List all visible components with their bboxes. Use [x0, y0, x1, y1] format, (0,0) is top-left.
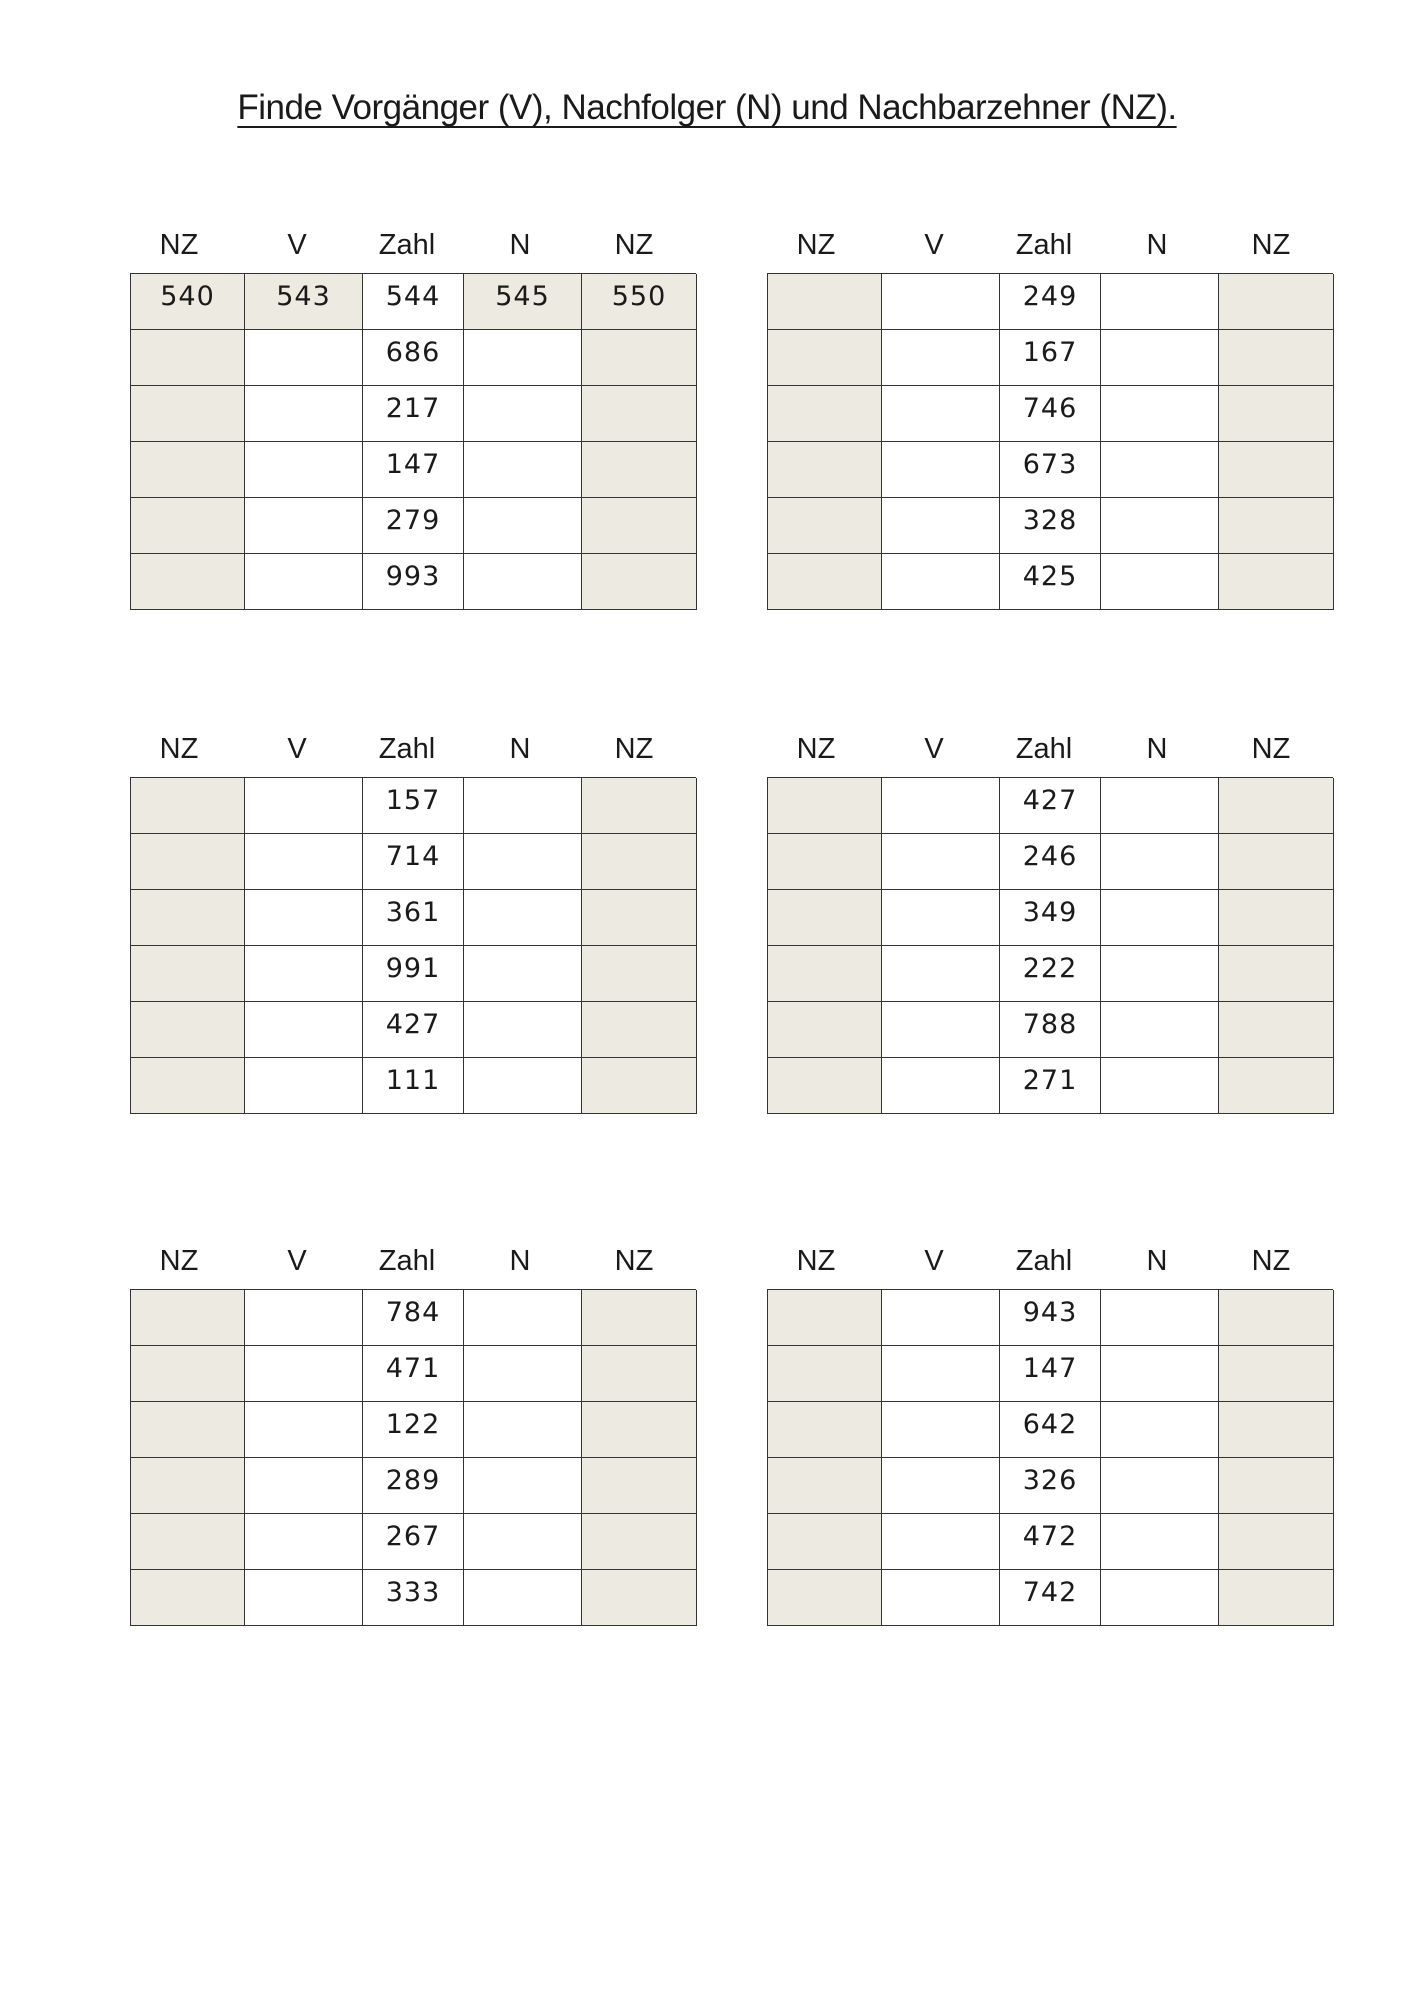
given-number-cell: 279: [363, 498, 464, 554]
given-number-cell: 122: [363, 1402, 464, 1458]
answer-cell-n[interactable]: [464, 1458, 582, 1514]
table-grid: [130, 273, 696, 610]
given-number-cell: 222: [1000, 946, 1101, 1002]
answer-cell-n[interactable]: [464, 1402, 582, 1458]
given-number-cell: 333: [363, 1570, 464, 1626]
answer-cell-v[interactable]: [882, 778, 1000, 834]
answer-cell-v[interactable]: [245, 498, 363, 554]
column-header-nz-right: NZ: [614, 1245, 654, 1277]
answer-cell-n[interactable]: [1101, 274, 1219, 330]
given-number-cell: 271: [1000, 1058, 1101, 1114]
answer-cell-n[interactable]: [464, 1346, 582, 1402]
column-header-n: N: [509, 229, 531, 261]
answer-cell-v[interactable]: [882, 1002, 1000, 1058]
column-header-zahl: Zahl: [1015, 229, 1073, 261]
answer-cell-nz-left[interactable]: [768, 274, 882, 330]
answer-cell-v[interactable]: [245, 386, 363, 442]
answer-cell-nz-right[interactable]: [582, 386, 697, 442]
given-number-cell: 427: [1000, 778, 1101, 834]
answer-cell-n[interactable]: [464, 1290, 582, 1346]
column-header-nz-left: NZ: [796, 1245, 836, 1277]
answer-cell-v[interactable]: [882, 1514, 1000, 1570]
answer-cell-n[interactable]: [1101, 1514, 1219, 1570]
given-number-cell: 471: [363, 1346, 464, 1402]
answer-cell-n[interactable]: [464, 386, 582, 442]
answer-cell-nz-left[interactable]: [768, 1402, 882, 1458]
table-header: [130, 723, 696, 777]
given-number-cell: 289: [363, 1458, 464, 1514]
answer-cell-nz-left[interactable]: [768, 1570, 882, 1626]
table-grid: [130, 1289, 696, 1626]
table-grid: [130, 777, 696, 1114]
answer-cell-nz-right[interactable]: [582, 1058, 697, 1114]
answer-cell-v[interactable]: [245, 1058, 363, 1114]
column-header-nz-right: NZ: [614, 733, 654, 765]
answer-cell-nz-right[interactable]: [1219, 1346, 1334, 1402]
given-number-cell: 673: [1000, 442, 1101, 498]
answer-cell-nz-right[interactable]: [582, 890, 697, 946]
answer-cell-n[interactable]: [464, 554, 582, 610]
table-grid: [767, 273, 1333, 610]
column-header-v: V: [924, 1245, 944, 1277]
given-number-cell: 425: [1000, 554, 1101, 610]
number-table: [130, 219, 696, 610]
answer-cell-nz-left[interactable]: [131, 1570, 245, 1626]
answer-cell-n[interactable]: [1101, 1570, 1219, 1626]
column-header-nz-right: NZ: [614, 229, 654, 261]
number-table: [767, 1235, 1333, 1626]
answer-cell-n[interactable]: [1101, 386, 1219, 442]
column-header-n: N: [1146, 1245, 1168, 1277]
column-header-zahl: Zahl: [1015, 1245, 1073, 1277]
answer-cell-n[interactable]: [1101, 1458, 1219, 1514]
column-header-nz-right: NZ: [1251, 229, 1291, 261]
given-number-cell: 361: [363, 890, 464, 946]
answer-cell-nz-left[interactable]: [131, 1058, 245, 1114]
answer-cell-n[interactable]: [1101, 834, 1219, 890]
answer-cell-nz-left[interactable]: [768, 778, 882, 834]
number-table: [130, 1235, 696, 1626]
column-header-v: V: [924, 229, 944, 261]
answer-cell-n[interactable]: [464, 1058, 582, 1114]
answer-cell-nz-left[interactable]: [768, 946, 882, 1002]
answer-cell-v[interactable]: [245, 1570, 363, 1626]
answer-cell-nz-left[interactable]: [131, 1002, 245, 1058]
given-number-cell: 147: [1000, 1346, 1101, 1402]
answer-cell-n[interactable]: [464, 778, 582, 834]
given-number-cell: 157: [363, 778, 464, 834]
answer-cell-v[interactable]: [882, 330, 1000, 386]
column-header-zahl: Zahl: [378, 1245, 436, 1277]
column-header-v: V: [287, 229, 307, 261]
answer-cell-nz-right[interactable]: [582, 778, 697, 834]
table-header: [767, 723, 1333, 777]
given-number-cell: 742: [1000, 1570, 1101, 1626]
answer-cell-n[interactable]: [464, 834, 582, 890]
answer-cell-nz-right[interactable]: [1219, 1402, 1334, 1458]
answer-cell-nz-left[interactable]: [768, 1002, 882, 1058]
table-header: [767, 1235, 1333, 1289]
given-number-cell: 427: [363, 1002, 464, 1058]
answer-cell-nz-left[interactable]: [131, 834, 245, 890]
answer-cell-v[interactable]: [245, 1002, 363, 1058]
column-header-nz-left: NZ: [796, 229, 836, 261]
answer-cell-nz-right[interactable]: [582, 1514, 697, 1570]
answer-cell-nz-right[interactable]: [582, 554, 697, 610]
given-number-cell: 267: [363, 1514, 464, 1570]
answer-cell-n[interactable]: [464, 946, 582, 1002]
answer-cell-v[interactable]: [882, 1346, 1000, 1402]
answer-cell-v[interactable]: [245, 554, 363, 610]
column-header-nz-left: NZ: [159, 733, 199, 765]
answer-cell-v[interactable]: [882, 946, 1000, 1002]
answer-cell-n[interactable]: [1101, 330, 1219, 386]
table-header: [130, 1235, 696, 1289]
answer-cell-n[interactable]: [1101, 498, 1219, 554]
answer-cell-v[interactable]: [245, 1402, 363, 1458]
column-header-n: N: [509, 1245, 531, 1277]
answer-cell-n[interactable]: [464, 330, 582, 386]
answer-cell-v[interactable]: [245, 946, 363, 1002]
given-number-cell: 328: [1000, 498, 1101, 554]
column-header-zahl: Zahl: [378, 733, 436, 765]
answer-cell-n[interactable]: 545: [464, 274, 582, 330]
given-number-cell: 746: [1000, 386, 1101, 442]
given-number-cell: 991: [363, 946, 464, 1002]
answer-cell-nz-right[interactable]: [1219, 442, 1334, 498]
answer-cell-nz-right[interactable]: [1219, 946, 1334, 1002]
given-number-cell: 788: [1000, 1002, 1101, 1058]
answer-cell-n[interactable]: [1101, 1290, 1219, 1346]
answer-cell-nz-left[interactable]: [768, 834, 882, 890]
answer-cell-v[interactable]: [245, 890, 363, 946]
answer-cell-nz-right[interactable]: [582, 1290, 697, 1346]
number-table: [767, 723, 1333, 1114]
table-header: [767, 219, 1333, 273]
column-header-v: V: [287, 1245, 307, 1277]
answer-cell-nz-left[interactable]: [768, 330, 882, 386]
column-header-v: V: [924, 733, 944, 765]
answer-cell-n[interactable]: [1101, 890, 1219, 946]
column-header-nz-right: NZ: [1251, 1245, 1291, 1277]
answer-cell-nz-right[interactable]: [1219, 330, 1334, 386]
answer-cell-nz-left[interactable]: [131, 890, 245, 946]
column-header-nz-left: NZ: [796, 733, 836, 765]
answer-cell-nz-right[interactable]: [582, 1570, 697, 1626]
answer-cell-nz-right[interactable]: [1219, 890, 1334, 946]
answer-cell-n[interactable]: [464, 442, 582, 498]
answer-cell-nz-left[interactable]: [768, 498, 882, 554]
answer-cell-v[interactable]: [882, 890, 1000, 946]
answer-cell-nz-right[interactable]: [1219, 386, 1334, 442]
given-number-cell: 167: [1000, 330, 1101, 386]
answer-cell-nz-right[interactable]: [582, 498, 697, 554]
column-header-zahl: Zahl: [1015, 733, 1073, 765]
answer-cell-v[interactable]: [245, 778, 363, 834]
answer-cell-n[interactable]: [464, 1002, 582, 1058]
table-grid: [767, 777, 1333, 1114]
answer-cell-v[interactable]: [245, 442, 363, 498]
answer-cell-nz-left[interactable]: [131, 1458, 245, 1514]
number-table: [767, 219, 1333, 610]
answer-cell-v[interactable]: 543: [245, 274, 363, 330]
answer-cell-v[interactable]: [245, 1458, 363, 1514]
answer-cell-nz-left[interactable]: [131, 498, 245, 554]
answer-cell-nz-left[interactable]: [768, 1058, 882, 1114]
answer-cell-nz-right[interactable]: [1219, 1570, 1334, 1626]
answer-cell-nz-left[interactable]: [131, 1346, 245, 1402]
answer-cell-nz-left[interactable]: 540: [131, 274, 245, 330]
number-table: [130, 723, 696, 1114]
answer-cell-nz-left[interactable]: [131, 554, 245, 610]
answer-cell-v[interactable]: [882, 498, 1000, 554]
given-number-cell: 246: [1000, 834, 1101, 890]
answer-cell-n[interactable]: [1101, 554, 1219, 610]
answer-cell-v[interactable]: [882, 834, 1000, 890]
given-number-cell: 472: [1000, 1514, 1101, 1570]
answer-cell-nz-left[interactable]: [768, 890, 882, 946]
answer-cell-nz-right[interactable]: [1219, 1290, 1334, 1346]
column-header-nz-right: NZ: [1251, 733, 1291, 765]
column-header-n: N: [1146, 229, 1168, 261]
answer-cell-v[interactable]: [882, 554, 1000, 610]
answer-cell-v[interactable]: [882, 1458, 1000, 1514]
answer-cell-v[interactable]: [245, 330, 363, 386]
answer-cell-nz-left[interactable]: [768, 386, 882, 442]
answer-cell-nz-right[interactable]: [1219, 554, 1334, 610]
worksheet-title: [0, 88, 1414, 128]
answer-cell-n[interactable]: [464, 890, 582, 946]
answer-cell-n[interactable]: [1101, 1402, 1219, 1458]
answer-cell-v[interactable]: [245, 1290, 363, 1346]
answer-cell-v[interactable]: [882, 386, 1000, 442]
answer-cell-v[interactable]: [882, 274, 1000, 330]
given-number-cell: 349: [1000, 890, 1101, 946]
answer-cell-nz-left[interactable]: [768, 1514, 882, 1570]
answer-cell-n[interactable]: [464, 1514, 582, 1570]
answer-cell-nz-right[interactable]: [582, 442, 697, 498]
answer-cell-v[interactable]: [245, 1346, 363, 1402]
answer-cell-nz-left[interactable]: [768, 554, 882, 610]
answer-cell-nz-right[interactable]: 550: [582, 274, 697, 330]
given-number-cell: 544: [363, 274, 464, 330]
answer-cell-nz-right[interactable]: [1219, 498, 1334, 554]
answer-cell-n[interactable]: [1101, 1346, 1219, 1402]
answer-cell-nz-right[interactable]: [1219, 834, 1334, 890]
given-number-cell: 326: [1000, 1458, 1101, 1514]
answer-cell-v[interactable]: [882, 1058, 1000, 1114]
column-header-zahl: Zahl: [378, 229, 436, 261]
answer-cell-nz-left[interactable]: [131, 442, 245, 498]
answer-cell-nz-right[interactable]: [582, 946, 697, 1002]
answer-cell-v[interactable]: [882, 1290, 1000, 1346]
answer-cell-v[interactable]: [882, 1402, 1000, 1458]
answer-cell-n[interactable]: [464, 498, 582, 554]
answer-cell-nz-left[interactable]: [768, 1346, 882, 1402]
given-number-cell: 686: [363, 330, 464, 386]
given-number-cell: 249: [1000, 274, 1101, 330]
given-number-cell: 111: [363, 1058, 464, 1114]
answer-cell-nz-right[interactable]: [582, 834, 697, 890]
answer-cell-n[interactable]: [1101, 778, 1219, 834]
answer-cell-nz-left[interactable]: [131, 386, 245, 442]
answer-cell-v[interactable]: [245, 834, 363, 890]
answer-cell-nz-left[interactable]: [768, 1458, 882, 1514]
answer-cell-n[interactable]: [1101, 442, 1219, 498]
given-number-cell: 714: [363, 834, 464, 890]
answer-cell-nz-right[interactable]: [582, 1402, 697, 1458]
table-header: [130, 219, 696, 273]
answer-cell-nz-right[interactable]: [582, 330, 697, 386]
given-number-cell: 642: [1000, 1402, 1101, 1458]
answer-cell-v[interactable]: [245, 1514, 363, 1570]
column-header-nz-left: NZ: [159, 1245, 199, 1277]
answer-cell-nz-right[interactable]: [1219, 778, 1334, 834]
given-number-cell: 943: [1000, 1290, 1101, 1346]
answer-cell-nz-left[interactable]: [131, 330, 245, 386]
column-header-n: N: [1146, 733, 1168, 765]
answer-cell-nz-right[interactable]: [1219, 1002, 1334, 1058]
answer-cell-v[interactable]: [882, 442, 1000, 498]
answer-cell-nz-right[interactable]: [1219, 1058, 1334, 1114]
answer-cell-nz-left[interactable]: [131, 1290, 245, 1346]
table-grid: [767, 1289, 1333, 1626]
column-header-n: N: [509, 733, 531, 765]
answer-cell-n[interactable]: [464, 1570, 582, 1626]
answer-cell-nz-right[interactable]: [1219, 1514, 1334, 1570]
given-number-cell: 784: [363, 1290, 464, 1346]
answer-cell-nz-right[interactable]: [582, 1346, 697, 1402]
answer-cell-nz-right[interactable]: [582, 1002, 697, 1058]
answer-cell-nz-left[interactable]: [131, 946, 245, 1002]
column-header-nz-left: NZ: [159, 229, 199, 261]
answer-cell-nz-right[interactable]: [1219, 274, 1334, 330]
answer-cell-nz-left[interactable]: [131, 1514, 245, 1570]
answer-cell-n[interactable]: [1101, 1058, 1219, 1114]
answer-cell-nz-right[interactable]: [582, 1458, 697, 1514]
answer-cell-n[interactable]: [1101, 946, 1219, 1002]
answer-cell-nz-left[interactable]: [131, 778, 245, 834]
answer-cell-nz-left[interactable]: [768, 442, 882, 498]
answer-cell-v[interactable]: [882, 1570, 1000, 1626]
given-number-cell: 147: [363, 442, 464, 498]
answer-cell-nz-right[interactable]: [1219, 1458, 1334, 1514]
answer-cell-nz-left[interactable]: [131, 1402, 245, 1458]
worksheet-title-text: Finde Vorgänger (V), Nachfolger (N) und Nachbarzehner (NZ).: [237, 88, 1177, 127]
answer-cell-nz-left[interactable]: [768, 1290, 882, 1346]
column-header-v: V: [287, 733, 307, 765]
answer-cell-n[interactable]: [1101, 1002, 1219, 1058]
given-number-cell: 217: [363, 386, 464, 442]
given-number-cell: 993: [363, 554, 464, 610]
